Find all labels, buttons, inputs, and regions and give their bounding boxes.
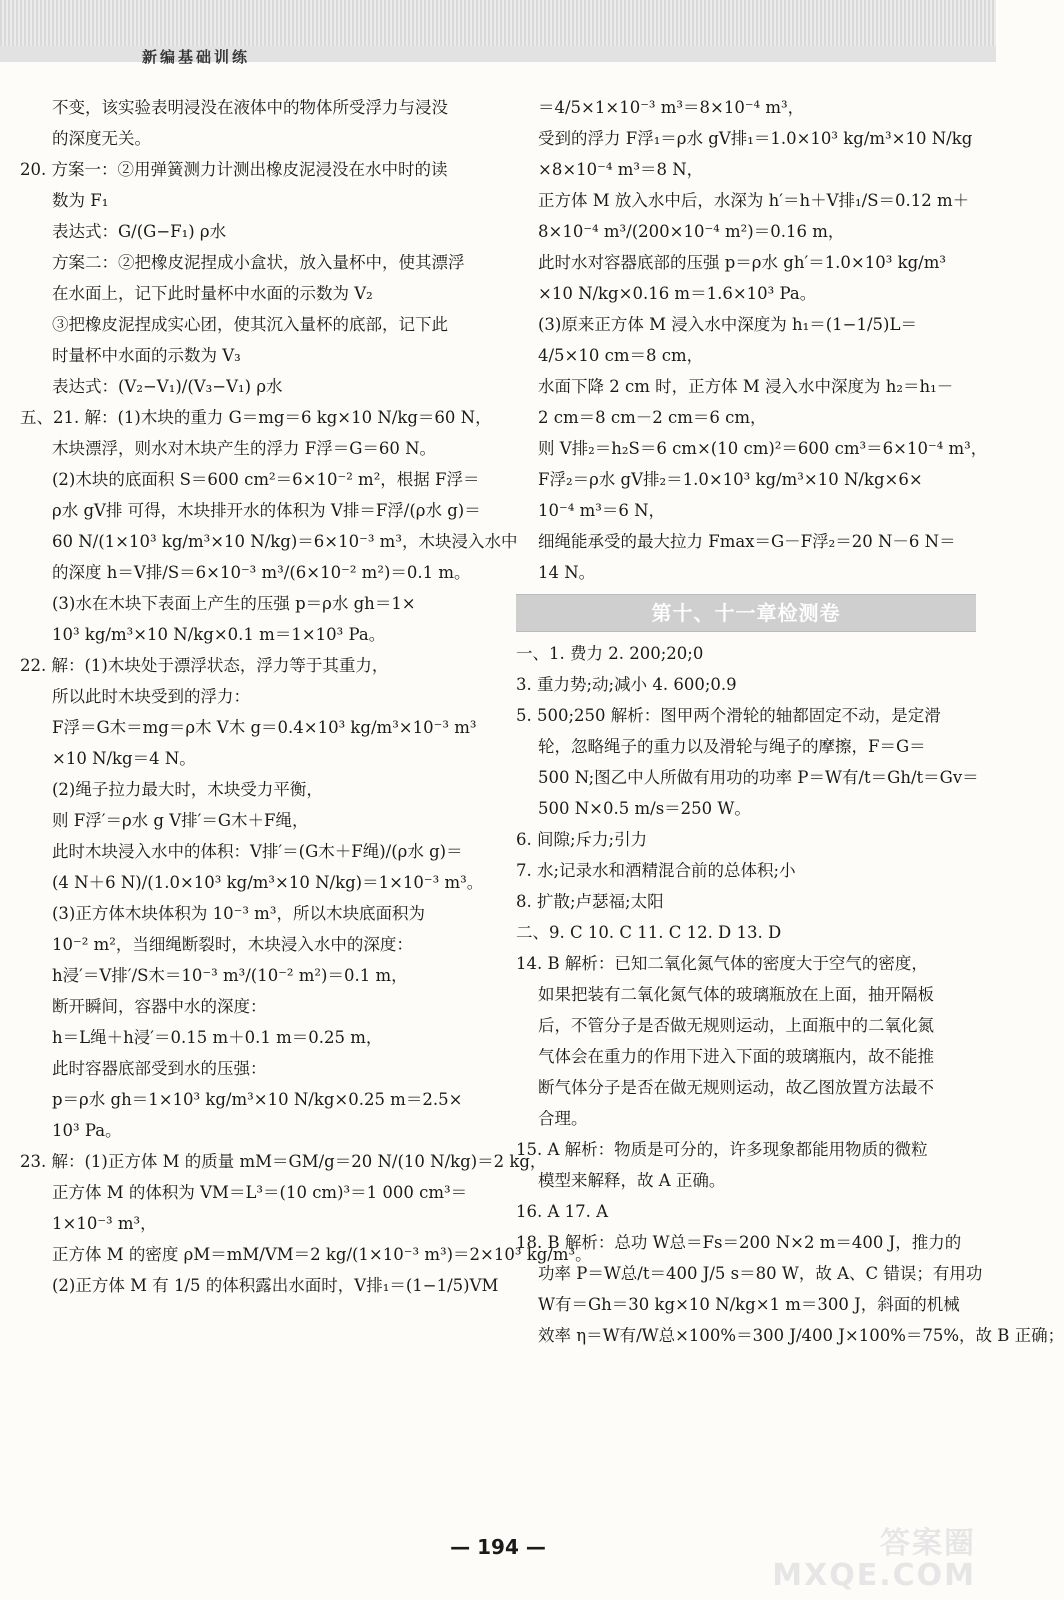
text-line: 木块漂浮，则水对木块产生的浮力 F浮＝G＝60 N。 [52,439,437,458]
text-line: 8. 扩散;卢瑟福;太阳 [516,892,664,911]
text-line: 4/5×10 cm＝8 cm， [538,346,704,365]
text-line: (3)正方体木块体积为 10⁻³ m³，所以木块底面积为 [52,904,425,923]
text-line: 则 F浮′＝ρ水 g V排′＝G木＋F绳， [52,811,309,830]
text-line: (3)原来正方体 M 浸入水中深度为 h₁＝(1−1/5)L＝ [538,315,917,334]
text-line: 气体会在重力的作用下进入下面的玻璃瓶内，故不能推 [538,1047,934,1066]
text-line: 数为 F₁ [52,191,109,210]
text-line: 如果把装有二氧化氮气体的玻璃瓶放在上面，抽开隔板 [538,985,934,1004]
watermark-logo [772,1528,976,1592]
text-line: 18. B 解析：总功 W总＝Fs＝200 N×2 m＝400 J，推力的 [516,1233,962,1252]
text-line: 二、9. C 10. C 11. C 12. D 13. D [516,923,782,942]
text-line: h＝L绳＋h浸′＝0.15 m＋0.1 m＝0.25 m， [52,1028,383,1047]
text-line: 10³ Pa。 [52,1121,122,1140]
text-line: 500 N;图乙中人所做有用功的功率 P＝W有/t＝Gh/t＝Gv＝ [538,768,979,787]
text-line: 10³ kg/m³×10 N/kg×0.1 m＝1×10³ Pa。 [52,625,386,644]
text-line: ×10 N/kg×0.16 m＝1.6×10³ Pa。 [538,284,817,303]
text-line: 的深度无关。 [52,129,151,148]
text-line: (2)正方体 M 有 1/5 的体积露出水面时，V排₁＝(1−1/5)VM [52,1276,499,1295]
text-line: 细绳能承受的最大拉力 Fmax＝G－F浮₂＝20 N－6 N＝ [538,532,956,551]
text-line: 则 V排₂＝h₂S＝6 cm×(10 cm)²＝600 cm³＝6×10⁻⁴ m³， [538,439,988,458]
text-line: ③把橡皮泥捏成实心团，使其沉入量杯的底部，记下此 [52,315,448,334]
text-line: 14 N。 [538,563,596,582]
text-line: 后，不管分子是否做无规则运动，上面瓶中的二氧化氮 [538,1016,934,1035]
text-line: (2)木块的底面积 S＝600 cm²＝6×10⁻² m²，根据 F浮＝ [52,470,480,489]
header-title: 新编基础训练 [142,48,251,66]
section-title: 第十、十一章检测卷 [516,594,976,632]
text-line: 正方体 M 放入水中后，水深为 h′＝h＋V排₁/S＝0.12 m＋ [538,191,970,210]
page-number: — 194 — [450,1535,546,1559]
text-line: 此时水对容器底部的压强 p＝ρ水 gh′＝1.0×10³ kg/m³ [538,253,946,272]
text-line: 23. 解：(1)正方体 M 的质量 mM＝GM/g＝20 N/(10 N/kg)＝2 kg， [20,1152,547,1171]
text-line: 10⁻² m²，当细绳断裂时，木块浸入水中的深度： [52,935,413,954]
text-line: 不变，该实验表明浸没在液体中的物体所受浮力与浸没 [52,98,448,117]
text-line: F浮＝G木＝mg＝ρ木 V木 g＝0.4×10³ kg/m³×10⁻³ m³ [52,718,477,737]
text-line: 此时木块浸入水中的体积：V排′＝(G木＋F绳)/(ρ水 g)＝ [52,842,463,861]
text-line: 受到的浮力 F浮₁＝ρ水 gV排₁＝1.0×10³ kg/m³×10 N/kg [538,129,973,148]
text-line: 水面下降 2 cm 时，正方体 M 浸入水中深度为 h₂＝h₁－ [538,377,954,396]
text-line: 一、1. 费力 2. 200;20;0 [516,644,704,663]
text-line: (2)绳子拉力最大时，木块受力平衡， [52,780,323,799]
text-line: 断气体分子是否在做无规则运动，故乙图放置方法最不 [538,1078,934,1097]
text-line: 效率 η＝W有/W总×100%＝300 J/400 J×100%＝75%，故 B 正确； [538,1326,1064,1345]
text-line: 正方体 M 的密度 ρM＝mM/VM＝2 kg/(1×10⁻³ m³)＝2×10³ kg/m³。 [52,1245,592,1264]
text-line: 6. 间隙;斥力;引力 [516,830,648,849]
text-line: 轮，忽略绳子的重力以及滑轮与绳子的摩擦，F＝G＝ [538,737,926,756]
text-line: 16. A 17. A [516,1202,609,1221]
text-line: 表达式：G/(G−F₁) ρ水 [52,222,227,241]
text-line: 14. B 解析：已知二氧化氮气体的密度大于空气的密度， [516,954,928,973]
text-line: (4 N＋6 N)/(1.0×10³ kg/m³×10 N/kg)＝1×10⁻³ m³。 [52,873,484,892]
text-line: 20. 方案一：②用弹簧测力计测出橡皮泥浸没在水中时的读 [20,160,448,179]
text-line: 时量杯中水面的示数为 V₃ [52,346,241,365]
text-line: 在水面上，记下此时量杯中水面的示数为 V₂ [52,284,373,303]
text-line: 的深度 h＝V排/S＝6×10⁻³ m³/(6×10⁻² m²)＝0.1 m。 [52,563,471,582]
right-column [516,92,1064,1351]
text-line: W有＝Gh＝30 kg×10 N/kg×1 m＝300 J，斜面的机械 [538,1295,960,1314]
text-line: 22. 解：(1)木块处于漂浮状态，浮力等于其重力， [20,656,389,675]
text-line: (3)水在木块下表面上产生的压强 p＝ρ水 gh＝1× [52,594,416,613]
text-line: 表达式：(V₂−V₁)/(V₃−V₁) ρ水 [52,377,283,396]
text-line: 正方体 M 的体积为 VM＝L³＝(10 cm)³＝1 000 cm³＝ [52,1183,468,1202]
text-line: 2 cm＝8 cm－2 cm＝6 cm， [538,408,767,427]
text-line: ×8×10⁻⁴ m³＝8 N， [538,160,704,179]
text-line: ×10 N/kg＝4 N。 [52,749,196,768]
text-line: 10⁻⁴ m³＝6 N， [538,501,666,520]
text-line: 15. A 解析：物质是可分的，许多现象都能用物质的微粒 [516,1140,928,1159]
text-line: ρ水 gV排 可得，木块排开水的体积为 V排＝F浮/(ρ水 g)＝ [52,501,481,520]
text-line: 方案二：②把橡皮泥捏成小盒状，放入量杯中，使其漂浮 [52,253,465,272]
text-line: 60 N/(1×10³ kg/m³×10 N/kg)＝6×10⁻³ m³，木块浸入水中 [52,532,518,551]
text-line: 模型来解释，故 A 正确。 [538,1171,726,1190]
text-line: ＝4/5×1×10⁻³ m³＝8×10⁻⁴ m³， [538,98,805,117]
watermark-line: 答案圈 [880,1526,976,1561]
text-line: 3. 重力势;动;减小 4. 600;0.9 [516,675,737,694]
text-line: 1×10⁻³ m³， [52,1214,157,1233]
text-line: 五、21. 解：(1)木块的重力 G＝mg＝6 kg×10 N/kg＝60 N， [20,408,492,427]
text-line: h浸′＝V排′/S木＝10⁻³ m³/(10⁻² m²)＝0.1 m， [52,966,408,985]
text-line: 8×10⁻⁴ m³/(200×10⁻⁴ m²)＝0.16 m， [538,222,845,241]
text-line: 断开瞬间，容器中水的深度： [52,997,267,1016]
text-line: 所以此时木块受到的浮力： [52,687,250,706]
text-line: 合理。 [538,1109,588,1128]
watermark-line: MXQE.COM [772,1558,976,1593]
text-line: 此时容器底部受到水的压强： [52,1059,267,1078]
text-line: 7. 水;记录水和酒精混合前的总体积;小 [516,861,796,880]
text-line: p＝ρ水 gh＝1×10³ kg/m³×10 N/kg×0.25 m＝2.5× [52,1090,463,1109]
text-line: 5. 500;250 解析：图甲两个滑轮的轴都固定不动，是定滑 [516,706,941,725]
text-line: 500 N×0.5 m/s＝250 W。 [538,799,751,818]
text-line: 功率 P＝W总/t＝400 J/5 s＝80 W，故 A、C 错误；有用功 [538,1264,983,1283]
text-line: F浮₂＝ρ水 gV排₂＝1.0×10³ kg/m³×10 N/kg×6× [538,470,923,489]
